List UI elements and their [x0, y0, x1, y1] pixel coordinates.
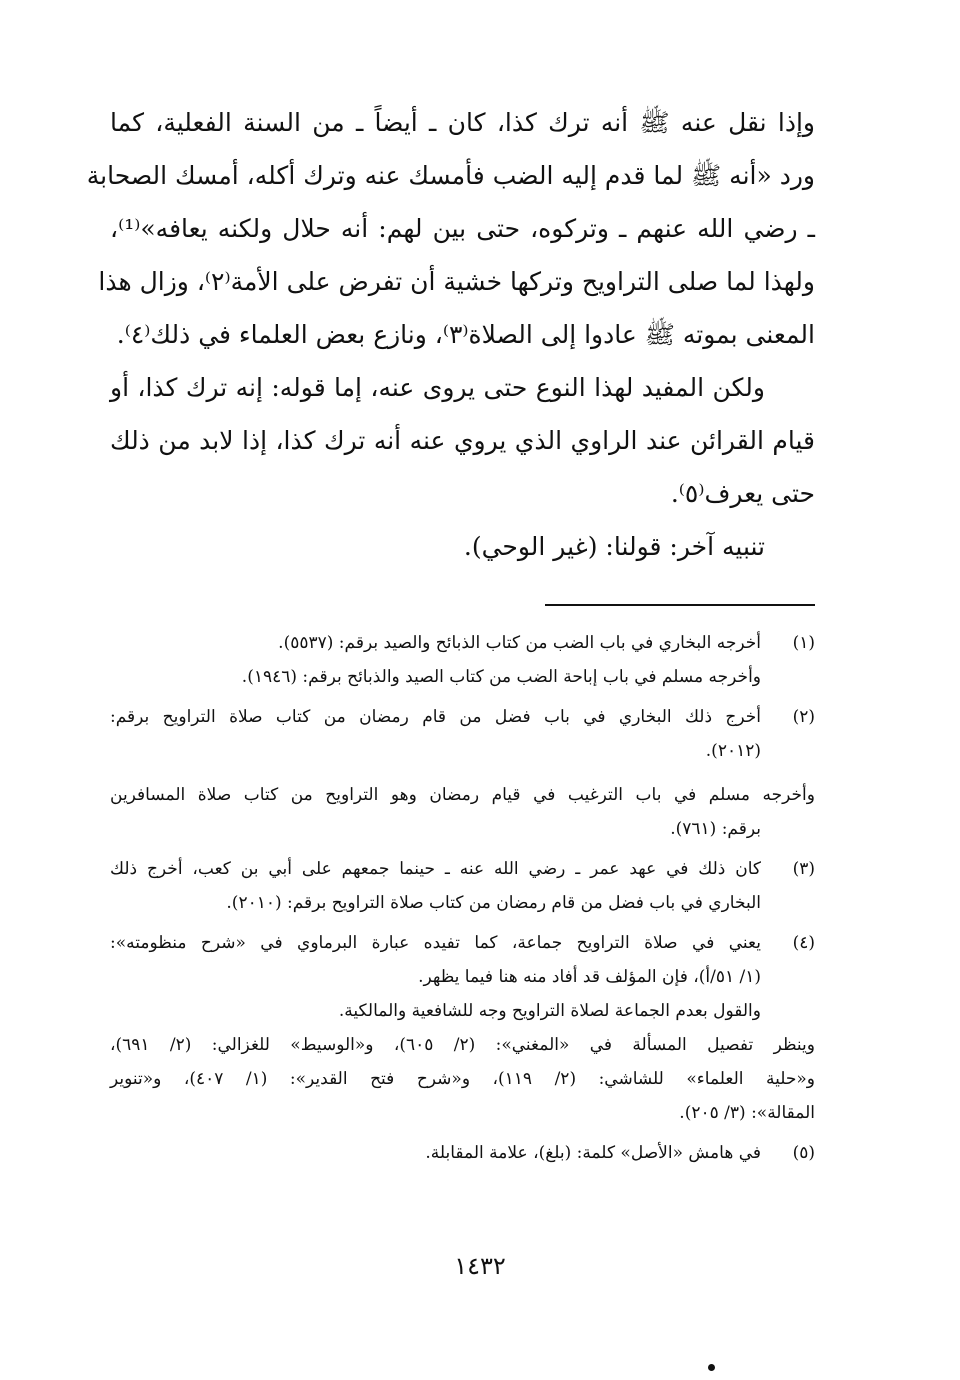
main-text-line: حتى يعرف⁽٥⁾.	[670, 479, 815, 508]
footnote-line: البخاري في باب فضل من قام رمضان من كتاب صلاة التراويح برقم: (٢٠١٠).	[226, 893, 761, 913]
footnote-line: (٢٠١٢).	[705, 741, 761, 761]
ink-dot	[708, 1364, 715, 1371]
main-text-line: تنبيه آخر: قولنا: (غير الوحي).	[463, 532, 765, 561]
footnote-separator	[545, 604, 815, 606]
footnote-line: في هامش «الأصل» كلمة: (بلغ)، علامة المقابلة.	[425, 1143, 761, 1163]
footnote-line: كان ذلك في عهد عمر ـ رضي الله عنه ـ حينما جمعهم على أبي بن كعب، أخرج ذلك	[110, 859, 761, 879]
footnote-line: برقم: (٧٦١).	[670, 819, 761, 839]
footnote-line: المقالة»: (٣/ ٢٠٥).	[679, 1103, 815, 1123]
footnote-number: (٣)	[792, 859, 815, 879]
footnote-line: أخرج ذلك البخاري في باب فضل من قام رمضان من كتاب صلاة التراويح برقم:	[110, 707, 761, 727]
footnote-line: أخرجه البخاري في باب الضب من كتاب الذبائح والصيد برقم: (٥٥٣٧).	[278, 633, 761, 653]
footnote	[110, 852, 815, 920]
footnote-line: يعني في صلاة التراويح جماعة، كما تفيده عبارة البرماوي في «شرح منظومته»:	[110, 933, 761, 953]
footnote-number: (١)	[792, 633, 815, 653]
main-text-line: المعنى بموته ﷺ عادوا إلى الصلاة⁽٣⁾، ونازع بعض العلماء في ذلك⁽٤⁾.	[116, 320, 815, 349]
footnote-line: وأخرجه مسلم في باب إباحة الضب من كتاب الصيد والذبائح برقم: (١٩٤٦).	[241, 667, 761, 687]
main-text-line: ولكن المفيد لهذا النوع حتى يروى عنه، إما قوله: إنه ترك كذا، أو	[110, 373, 765, 402]
footnote-number: (٢)	[792, 707, 815, 727]
main-text-line: وإذا نقل عنه ﷺ أنه ترك كذا، كان ـ أيضاً ـ من السنة الفعلية، كما	[110, 108, 815, 137]
footnote-line: وينظر تفصيل المسألة في «المغني»: (٢/ ٦٠٥)، و«الوسيط» للغزالي: (٢/ ٦٩١)،	[110, 1035, 815, 1055]
main-text	[86, 96, 815, 573]
page-number: ١٤٣٢	[454, 1252, 506, 1280]
footnote-line: (١/ ٥١/أ)، فإن المؤلف قد أفاد منه هنا فيما يظهر.	[418, 967, 761, 987]
footnote-number: (٤)	[792, 933, 815, 953]
footnote	[110, 926, 815, 1130]
main-text-line: ولهذا لما صلى التراويح وتركها خشية أن تفرض على الأمة⁽٢⁾، وزال هذا	[98, 267, 815, 296]
main-text-line: ـ رضي الله عنهم ـ وتركوه، حتى بين لهم: أنه حلال ولكنه يعافه»⁽¹⁾،	[110, 214, 815, 243]
footnote	[110, 700, 815, 846]
footnote-number: (٥)	[792, 1143, 815, 1163]
footnote	[110, 626, 815, 694]
footnote-line: وأخرجه مسلم في باب الترغيب في قيام رمضان وهو التراويح من كتاب صلاة المسافرين	[110, 785, 815, 805]
footnote	[110, 1136, 815, 1170]
footnote-line: و«حلية العلماء» للشاشي: (٢/ ١١٩)، و«شرح فتح القدير»: (١/ ٤٠٧)، و«تنوير	[110, 1069, 815, 1089]
footnotes	[110, 626, 815, 1176]
footnote-line: والقول بعدم الجماعة لصلاة التراويح وجه للشافعية والمالكية.	[338, 1001, 761, 1021]
main-text-line: ورد «أنه ﷺ لما قدم إليه الضب فأمسك عنه وترك أكله، أمسك الصحابة	[86, 161, 815, 190]
main-text-line: قيام القرائن عند الراوي الذي يروي عنه أنه ترك كذا، إذا لابد من ذلك	[110, 426, 815, 455]
